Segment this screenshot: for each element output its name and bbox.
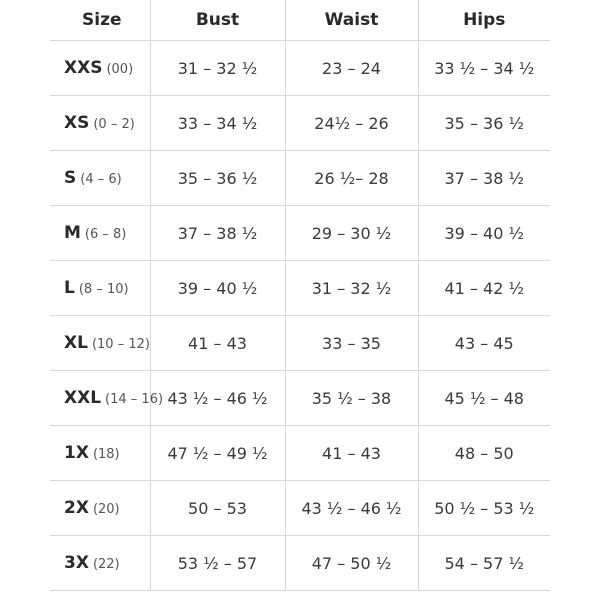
waist-cell: 43 ½ – 46 ½ [285,481,418,536]
hips-cell: 35 – 36 ½ [418,96,550,151]
size-code: 3X [64,553,89,573]
size-range: (8 – 10) [78,282,129,297]
waist-cell: 41 – 43 [285,426,418,481]
size-range: (0 – 2) [93,117,135,132]
table-row [50,151,550,206]
hips-cell: 41 – 42 ½ [418,261,550,316]
size-cell [50,206,150,261]
hips-cell: 43 – 45 [418,316,550,371]
size-code: 1X [64,443,89,463]
table-row [50,41,550,96]
size-chart [50,0,550,600]
column-header-bust: Bust [150,0,285,41]
table-row [50,426,550,481]
size-range: (4 – 6) [80,172,122,187]
size-chart-table [50,0,550,591]
bust-cell: 50 – 53 [150,481,285,536]
size-code: XL [64,333,88,353]
size-code: M [64,223,81,243]
bust-cell: 31 – 32 ½ [150,41,285,96]
size-cell [50,151,150,206]
waist-cell: 33 – 35 [285,316,418,371]
bust-cell: 43 ½ – 46 ½ [150,371,285,426]
bust-cell: 53 ½ – 57 [150,536,285,591]
hips-cell: 50 ½ – 53 ½ [418,481,550,536]
table-row [50,536,550,591]
size-range: (10 – 12) [91,337,150,352]
size-range: (14 – 16) [105,392,164,407]
bust-cell: 41 – 43 [150,316,285,371]
hips-cell: 39 – 40 ½ [418,206,550,261]
size-cell [50,316,150,371]
size-code: S [64,168,77,188]
bust-cell: 47 ½ – 49 ½ [150,426,285,481]
size-cell [50,481,150,536]
table-row [50,261,550,316]
size-cell [50,426,150,481]
hips-cell: 54 – 57 ½ [418,536,550,591]
size-range: (22) [92,557,120,572]
table-row [50,206,550,261]
header-row [50,0,550,41]
hips-cell: 48 – 50 [418,426,550,481]
size-cell [50,371,164,426]
bust-cell: 39 – 40 ½ [150,261,285,316]
waist-cell: 26 ½– 28 [285,151,418,206]
size-code: XXL [64,388,102,408]
bust-cell: 33 – 34 ½ [150,96,285,151]
table-row [50,316,550,371]
table-row [50,481,550,536]
size-code: 2X [64,498,89,518]
size-code: XS [64,113,90,133]
waist-cell: 23 – 24 [285,41,418,96]
hips-cell: 45 ½ – 48 [418,371,550,426]
waist-cell: 47 – 50 ½ [285,536,418,591]
bust-cell: 35 – 36 ½ [150,151,285,206]
size-cell [50,41,150,96]
waist-cell: 24½ – 26 [285,96,418,151]
size-code: L [64,278,75,298]
size-code: XXS [64,58,103,78]
column-header-waist: Waist [285,0,418,41]
hips-cell: 37 – 38 ½ [418,151,550,206]
size-cell [50,96,150,151]
size-range: (00) [106,62,134,77]
waist-cell: 35 ½ – 38 [285,371,418,426]
bust-cell: 37 – 38 ½ [150,206,285,261]
waist-cell: 31 – 32 ½ [285,261,418,316]
hips-cell: 33 ½ – 34 ½ [418,41,550,96]
size-cell [50,536,150,591]
waist-cell: 29 – 30 ½ [285,206,418,261]
column-header-size: Size [82,10,122,30]
table-row [50,371,550,426]
table-row [50,96,550,151]
size-range: (18) [92,447,120,462]
column-header-hips: Hips [418,0,550,41]
size-range: (20) [92,502,120,517]
size-cell [50,261,150,316]
size-range: (6 – 8) [84,227,127,242]
